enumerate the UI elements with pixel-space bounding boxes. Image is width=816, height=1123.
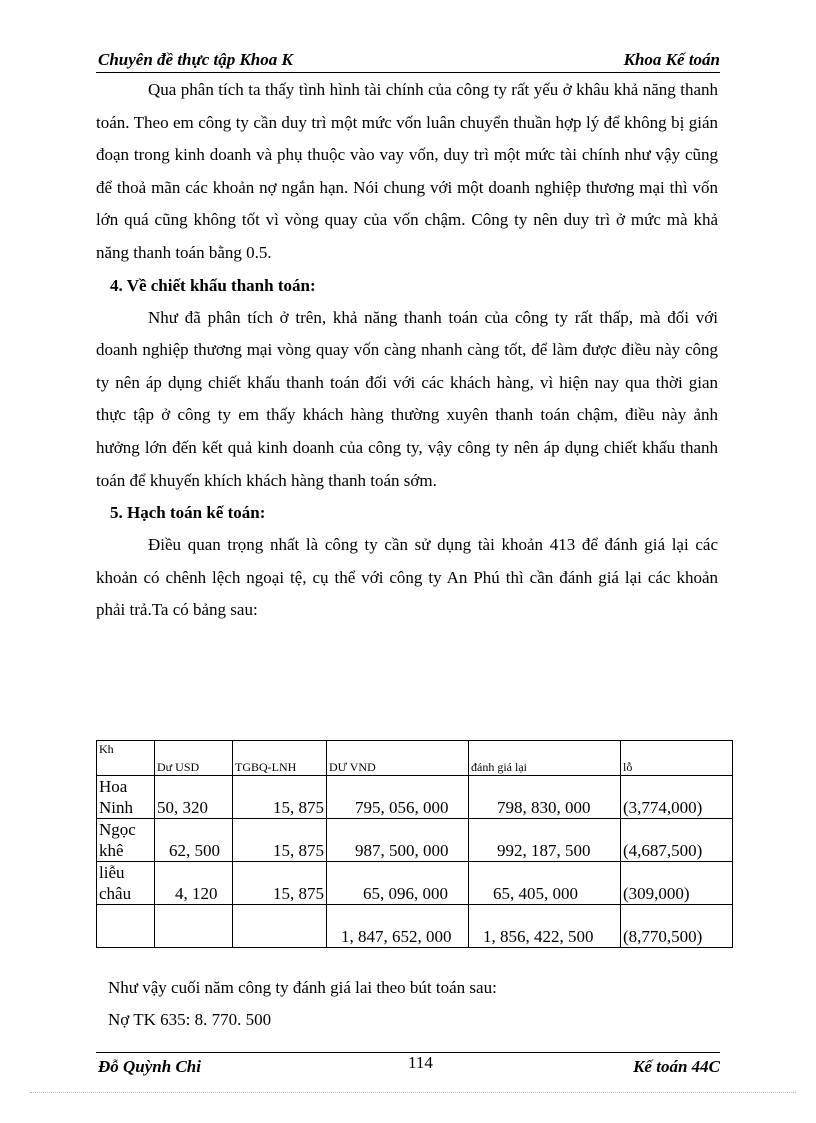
table-total-row xyxy=(97,905,733,948)
cell-vnd: 795, 056, 000 xyxy=(327,776,469,819)
paragraph-liquidity: Qua phân tích ta thấy tình hình tài chính của công ty rất yếu ở khâu khả năng thanh toán. Theo em công ty cần duy trì một mức vốn luân chuyển thuần hợp lý để không bị gián đoạn trong kinh doanh và phụ thuộc vào vay vốn, duy trì một mức tài chính như vậy cũng để thoả mãn các khoản nợ ngắn hạn. Nói chung với một doanh nghiệp thương mại thì vốn lớn quá cũng không tốt vì vòng quay của vốn chậm. Công ty nên duy trì ở mức mà khả năng thanh toán bằng 0.5. xyxy=(96,80,718,262)
page-number: 114 xyxy=(408,1053,433,1072)
col-header-exchange-rate: TGBQ-LNH xyxy=(233,741,327,776)
cell-rate: 15, 875 xyxy=(233,776,327,819)
col-header-customer: Kh xyxy=(97,741,155,776)
cell-usd xyxy=(155,905,233,948)
cell-customer: Hoa Ninh xyxy=(97,776,155,819)
col-header-loss: lỗ xyxy=(621,741,733,776)
paragraph-discount: Như đã phân tích ở trên, khả năng thanh toán của công ty rất thấp, mà đối với doanh nghiệp thương mại vòng quay vốn càng nhanh càng tốt, để làm được điều này công ty nên áp dụng chiết khấu thanh toán đối với các khách hàng, vì hiện nay qua thời gian thực tập ở công ty em thấy khách hàng thường xuyên thanh toán chậm, điều này ảnh hưởng lớn đến kết quả kinh doanh của công ty, vậy công ty nên áp dụng chiết khấu thanh toán để khuyến khích khách hàng thanh toán sớm. xyxy=(96,307,718,490)
revaluation-table xyxy=(96,740,733,948)
conclusion-line: Như vậy cuối năm công ty đánh giá lai theo bút toán sau: xyxy=(108,978,497,997)
debit-entry-line: Nợ TK 635: 8. 770. 500 xyxy=(108,1010,272,1029)
cell-total-loss: (8,770,500) xyxy=(621,905,733,948)
cell-customer: liễu châu xyxy=(97,862,155,905)
footer-class: Kế toán 44C xyxy=(633,1057,720,1076)
cell-vnd: 987, 500, 000 xyxy=(327,819,469,862)
page-bottom-divider xyxy=(30,1092,796,1093)
cell-customer: Ngọc khê xyxy=(97,819,155,862)
table-row xyxy=(97,776,733,819)
table-row xyxy=(97,862,733,905)
cell-vnd: 65, 096, 000 xyxy=(327,862,469,905)
section-heading-accounting: 5. Hạch toán kế toán: xyxy=(110,503,266,523)
cell-usd: 50, 320 xyxy=(155,776,233,819)
cell-total-revalued: 1, 856, 422, 500 xyxy=(469,905,621,948)
cell-revalued: 798, 830, 000 xyxy=(469,776,621,819)
header-department: Khoa Kế toán xyxy=(623,50,720,69)
col-header-usd-balance: Dư USD xyxy=(155,741,233,776)
cell-loss: (309,000) xyxy=(621,862,733,905)
cell-rate xyxy=(233,905,327,948)
cell-usd: 4, 120 xyxy=(155,862,233,905)
page-footer xyxy=(96,1052,720,1077)
cell-rate: 15, 875 xyxy=(233,862,327,905)
col-header-revaluation: đánh giá lại xyxy=(469,741,621,776)
table-row xyxy=(97,819,733,862)
header-title: Chuyên đề thực tập Khoa K xyxy=(98,50,293,69)
journal-entry xyxy=(108,972,497,1036)
table-header-row xyxy=(97,741,733,776)
cell-revalued: 992, 187, 500 xyxy=(469,819,621,862)
cell-customer xyxy=(97,905,155,948)
paragraph-accounting: Điều quan trọng nhất là công ty cần sử dụng tài khoản 413 để đánh giá lại các khoản có chênh lệch ngoại tệ, cụ thể với công ty An Phú thì cần đánh giá lại các khoản phải trả.Ta có bảng sau: xyxy=(96,535,718,620)
col-header-vnd-balance: DƯ VND xyxy=(327,741,469,776)
cell-total-vnd: 1, 847, 652, 000 xyxy=(327,905,469,948)
cell-loss: (4,687,500) xyxy=(621,819,733,862)
cell-revalued: 65, 405, 000 xyxy=(469,862,621,905)
cell-rate: 15, 875 xyxy=(233,819,327,862)
cell-loss: (3,774,000) xyxy=(621,776,733,819)
cell-usd: 62, 500 xyxy=(155,819,233,862)
footer-author: Đỗ Quỳnh Chi xyxy=(98,1057,201,1076)
page-header xyxy=(96,50,720,73)
section-heading-discount: 4. Về chiết khấu thanh toán: xyxy=(110,275,316,295)
document-body xyxy=(96,74,718,627)
